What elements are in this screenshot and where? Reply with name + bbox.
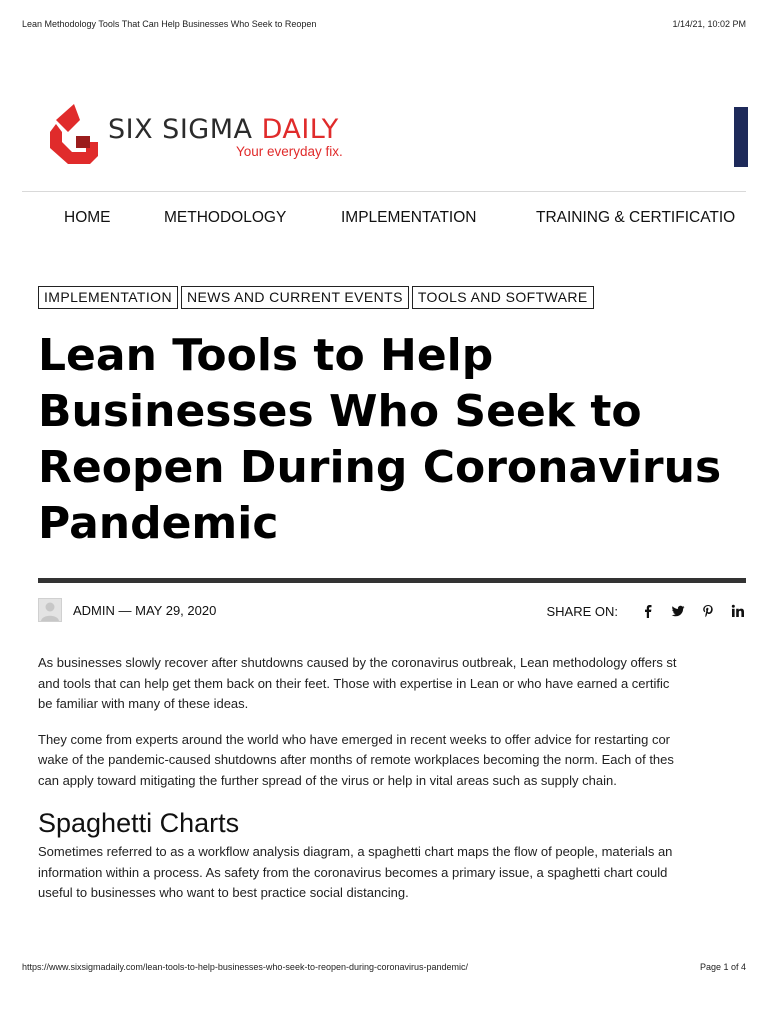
print-footer-page: Page 1 of 4 [699, 962, 746, 972]
nav-item-home[interactable]: HOME [64, 209, 111, 226]
logo-six-sigma: SIX SIGMA [108, 114, 262, 145]
nav-item-methodology[interactable]: METHODOLOGY [164, 209, 287, 226]
article-title-line: Lean Tools to Help [38, 330, 494, 381]
paragraph-line: As businesses slowly recover after shutdowns caused by the coronavirus outbreak, Lean methodology offers st [38, 655, 677, 670]
paragraph-line: and tools that can help get them back on their feet. Those with expertise in Lean or who have earned a certific [38, 675, 670, 691]
paragraph [38, 653, 730, 715]
print-header-datetime: 1/14/21, 10:02 PM [672, 19, 746, 29]
print-header-title: Lean Methodology Tools That Can Help Businesses Who Seek to Reopen [22, 19, 317, 29]
header-banner-edge [734, 107, 748, 167]
article-body [38, 653, 730, 919]
paragraph-line: can apply toward mitigating the further spread of the virus or help in vital areas such as supply chain. [38, 772, 617, 788]
paragraph-line: useful to businesses who want to best practice social distancing. [38, 885, 409, 900]
paragraph [38, 730, 730, 792]
paragraph [38, 842, 730, 904]
paragraph-line: be familiar with many of these ideas. [38, 696, 249, 711]
paragraph-line: They come from experts around the world who have emerged in recent weeks to offer advice for restarting cor [38, 731, 671, 747]
article-title-line: Pandemic [38, 498, 279, 549]
article-title-line: Businesses Who Seek to [38, 386, 642, 437]
date-separator: — [114, 603, 136, 618]
print-footer-url: https://www.sixsigmadaily.com/lean-tools-to-help-businesses-who-seek-to-reopen-during-coronavirus-pandemic/ [22, 962, 469, 972]
tag-tools-and-software[interactable]: TOOLS AND SOFTWARE [412, 286, 594, 309]
paragraph-line: wake of the pandemic-caused shutdowns after months of remote workplaces becoming the norm. Each of thes [38, 752, 674, 767]
paragraph-line: Sometimes referred to as a workflow analysis diagram, a spaghetti chart maps the flow of people, materials an [38, 844, 673, 859]
article-title-line: Reopen During Coronavirus [38, 442, 722, 493]
linkedin-icon[interactable] [730, 603, 746, 619]
nav-item-implementation[interactable]: IMPLEMENTATION [341, 209, 477, 226]
logo-daily: DAILY [261, 114, 339, 145]
tag-implementation[interactable]: IMPLEMENTATION [38, 286, 178, 309]
publish-date: MAY 29, 2020 [135, 603, 217, 618]
paragraph-line: information within a process. As safety from the coronavirus becomes a primary issue, a spaghetti chart could [38, 864, 668, 880]
tag-news-and-current-events[interactable]: NEWS AND CURRENT EVENTS [181, 286, 409, 309]
section-heading: Spaghetti Charts [38, 808, 240, 838]
share-label: SHARE ON: [546, 603, 618, 619]
nav-item-training-certification[interactable]: TRAINING & CERTIFICATIO [536, 209, 736, 226]
author-name[interactable]: ADMIN [73, 603, 115, 618]
print-footer [22, 962, 746, 972]
logo-tagline: Your everyday fix. [236, 144, 343, 159]
